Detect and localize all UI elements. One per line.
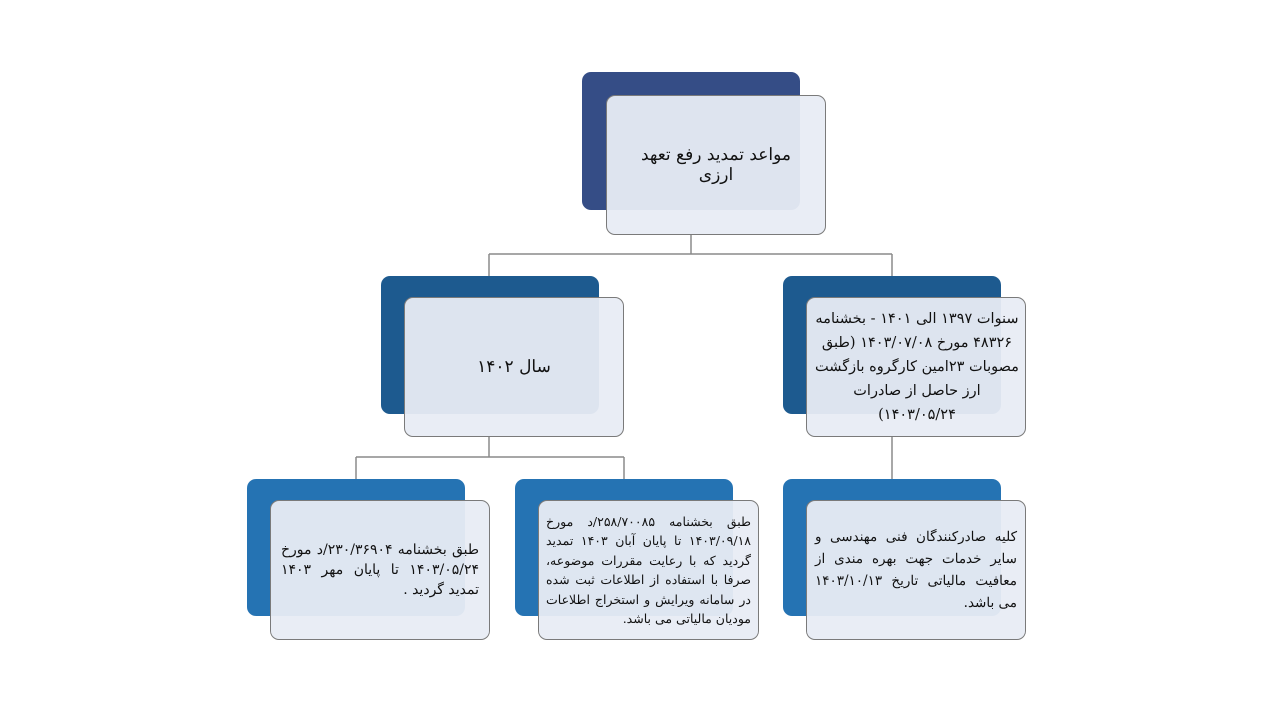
leaf-left-card [270, 500, 490, 640]
leaf-middle-label: طبق بخشنامه ۲۵۸/۷۰۰۸۵/د مورخ ۱۴۰۳/۰۹/۱۸ تا پایان آبان ۱۴۰۳ تمدید گردید که با رعایت مقررات موضوعه، صرفا با استفاده از اطلاعات ثبت شده در سامانه ویرایش و استخراج اطلاعات مودیان مالیاتی می باشد. [546, 513, 751, 626]
left-branch-card [404, 297, 624, 437]
leaf-right-card [806, 500, 1026, 640]
left-branch-node [381, 276, 625, 439]
left-branch-label: سال ۱۴۰۲ [477, 357, 551, 377]
root-node-card [606, 95, 826, 235]
leaf-middle-node [515, 479, 760, 641]
leaf-middle-card [538, 500, 759, 640]
right-branch-card [806, 297, 1026, 437]
leaf-left-label: طبق بخشنامه ۲۳۰/۳۶۹۰۴/د مورخ ۱۴۰۳/۰۵/۲۴ تا پایان مهر ۱۴۰۳ تمدید گردید . [281, 542, 479, 598]
leaf-right-node [783, 479, 1027, 641]
right-branch-node [783, 276, 1027, 439]
leaf-right-label: کلیه صادرکنندگان فنی مهندسی و سایر خدمات جهت بهره مندی از معافیت مالیاتی تاریخ ۱۴۰۳/۱۰/۱۳ می باشد. [815, 529, 1017, 611]
leaf-left-node [247, 479, 491, 641]
root-node [582, 72, 826, 235]
root-node-label: مواعد تمدید رفع تعهد ارزی [640, 145, 792, 185]
right-branch-label: سنوات ۱۳۹۷ الی ۱۴۰۱ - بخشنامه ۴۸۳۲۶ مورخ ۱۴۰۳/۰۷/۰۸ (طبق مصوبات ۲۳امین کارگروه بازگشت ارز حاصل از صادرات ۱۴۰۳/۰۵/۲۴) [815, 311, 1019, 423]
